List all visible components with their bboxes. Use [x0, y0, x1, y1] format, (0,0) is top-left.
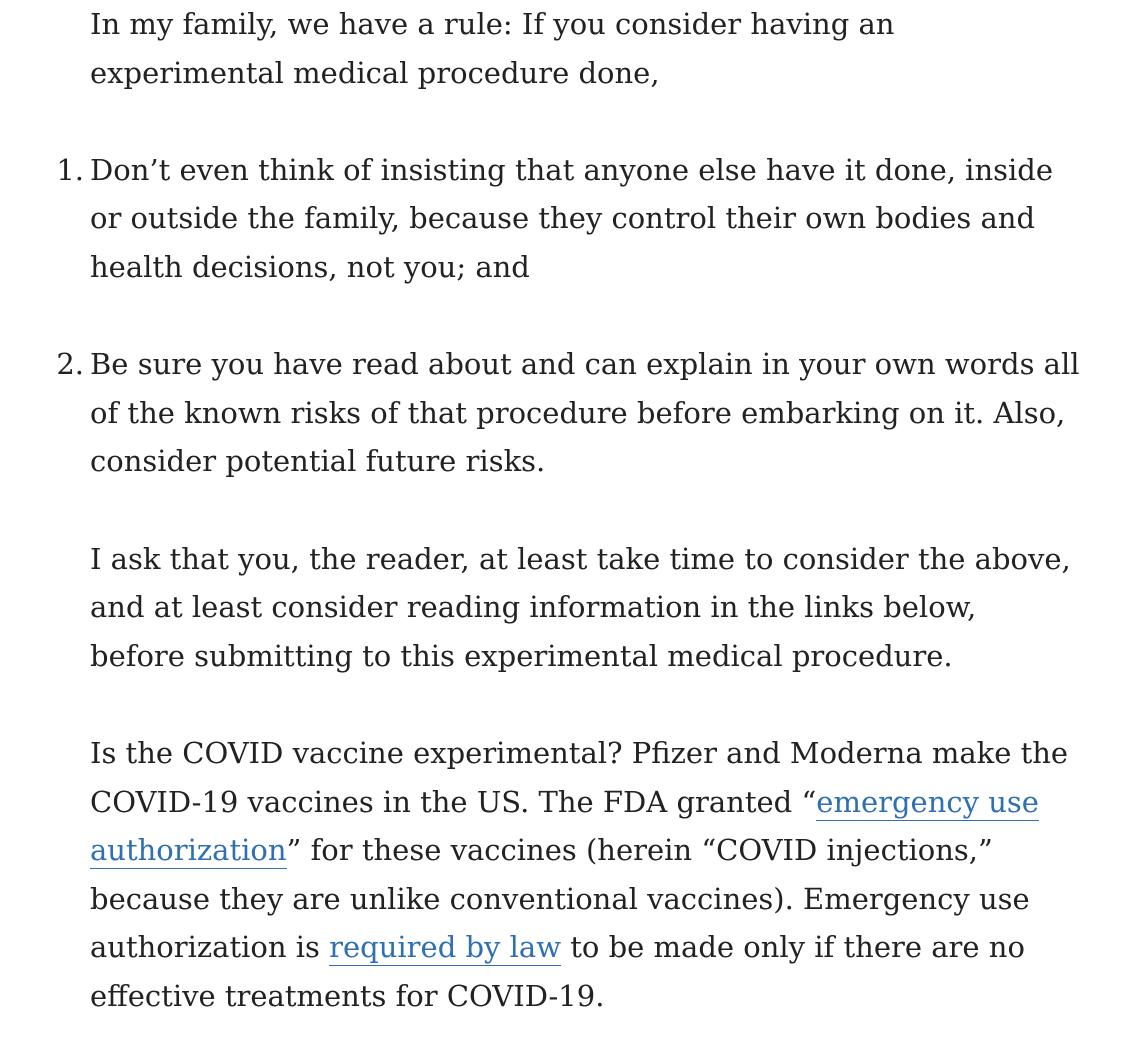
- intro-paragraph: In my family, we have a rule: If you consider having an experimental medical procedure done,: [90, 7, 895, 90]
- required-by-law-link[interactable]: required by law: [329, 930, 562, 965]
- list-marker: 2.: [56, 347, 84, 382]
- list-item: [56, 340, 1080, 486]
- covid-text-part3: to be made only if there are no effective treatments for COVID-19.: [90, 930, 1025, 1013]
- request-paragraph: I ask that you, the reader, at least take time to consider the above, and at least consider reading information in the links below, before submitting to this experimental medical procedure.: [90, 541, 1071, 673]
- list-item: [56, 146, 1080, 292]
- article-body: [56, 0, 1080, 1020]
- list-item-text: Be sure you have read about and can explain in your own words all of the known risks of that procedure before embarking on it. Also, consider potential future risks.: [90, 347, 1080, 479]
- emergency-use-authorization-link[interactable]: emergency use authorization: [90, 784, 1039, 868]
- covid-text-part1: Is the COVID vaccine experimental? Pfizer and Moderna make the COVID-19 vaccines in the US. The FDA granted “: [90, 735, 1069, 819]
- rules-list: [56, 146, 1080, 486]
- covid-paragraph: [90, 729, 1080, 1021]
- covid-text-part2: ” for these vaccines (herein “COVID injections,” because they are unlike conventional vaccines). Emergency use authorization is: [90, 833, 1030, 965]
- list-marker: 1.: [56, 152, 84, 187]
- list-item-text: Don’t even think of insisting that anyone else have it done, inside or outside the family, because they control their own bodies and health decisions, not you; and: [90, 152, 1054, 284]
